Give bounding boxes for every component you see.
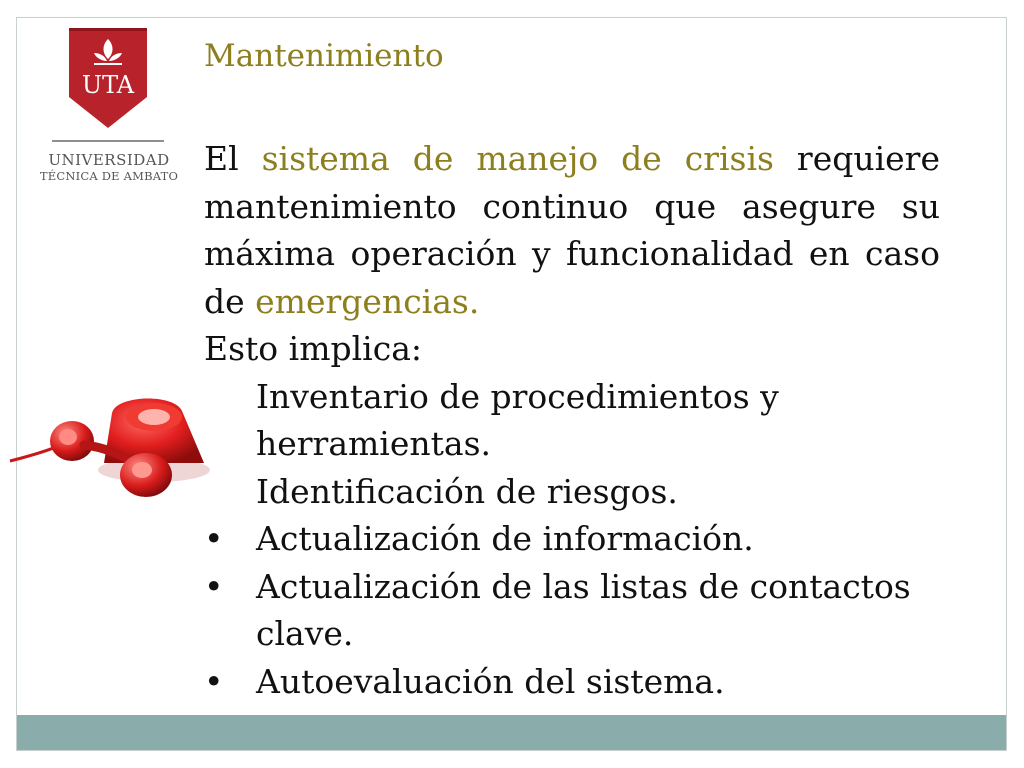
highlight-crisis-system: sistema de manejo de crisis	[261, 139, 774, 178]
logo-divider	[52, 140, 164, 142]
logo-university-subname: TÉCNICA DE AMBATO	[39, 169, 179, 183]
list-item	[204, 373, 940, 468]
list-item	[204, 515, 940, 563]
list-item	[204, 658, 940, 706]
bullet: •	[204, 661, 224, 701]
list-item	[204, 468, 940, 516]
highlight-emergencies: emergencias.	[255, 281, 480, 321]
red-telephone-image-icon	[4, 375, 214, 515]
slide-title: Mantenimiento	[204, 38, 444, 74]
implies-label: Esto implica:	[204, 329, 422, 368]
logo-university-name: UNIVERSIDAD	[48, 151, 170, 169]
list-item	[204, 563, 940, 658]
intro-paragraph	[204, 135, 940, 325]
paragraph-text-1: El	[204, 139, 262, 178]
list-item-text: Actualización de información.	[256, 519, 754, 558]
maintenance-list	[204, 373, 940, 706]
logo-initials: UTA	[81, 71, 135, 99]
footer-bar	[17, 715, 1006, 750]
list-item-text: Inventario de procedimientos y herramientas.	[256, 376, 779, 463]
uta-shield-logo-icon	[66, 27, 150, 129]
list-item-text: Autoevaluación del sistema.	[256, 661, 725, 701]
paragraph-text-2: requiere mantenimiento continuo que asegure su máxima operación y funcionalidad en caso de	[204, 139, 940, 321]
bullet: •	[204, 519, 224, 558]
list-item-text: Identificación de riesgos.	[256, 471, 678, 511]
bullet: •	[204, 566, 224, 606]
list-item-text: Actualización de las listas de contactos clave.	[256, 566, 911, 653]
slide-body	[204, 135, 940, 705]
